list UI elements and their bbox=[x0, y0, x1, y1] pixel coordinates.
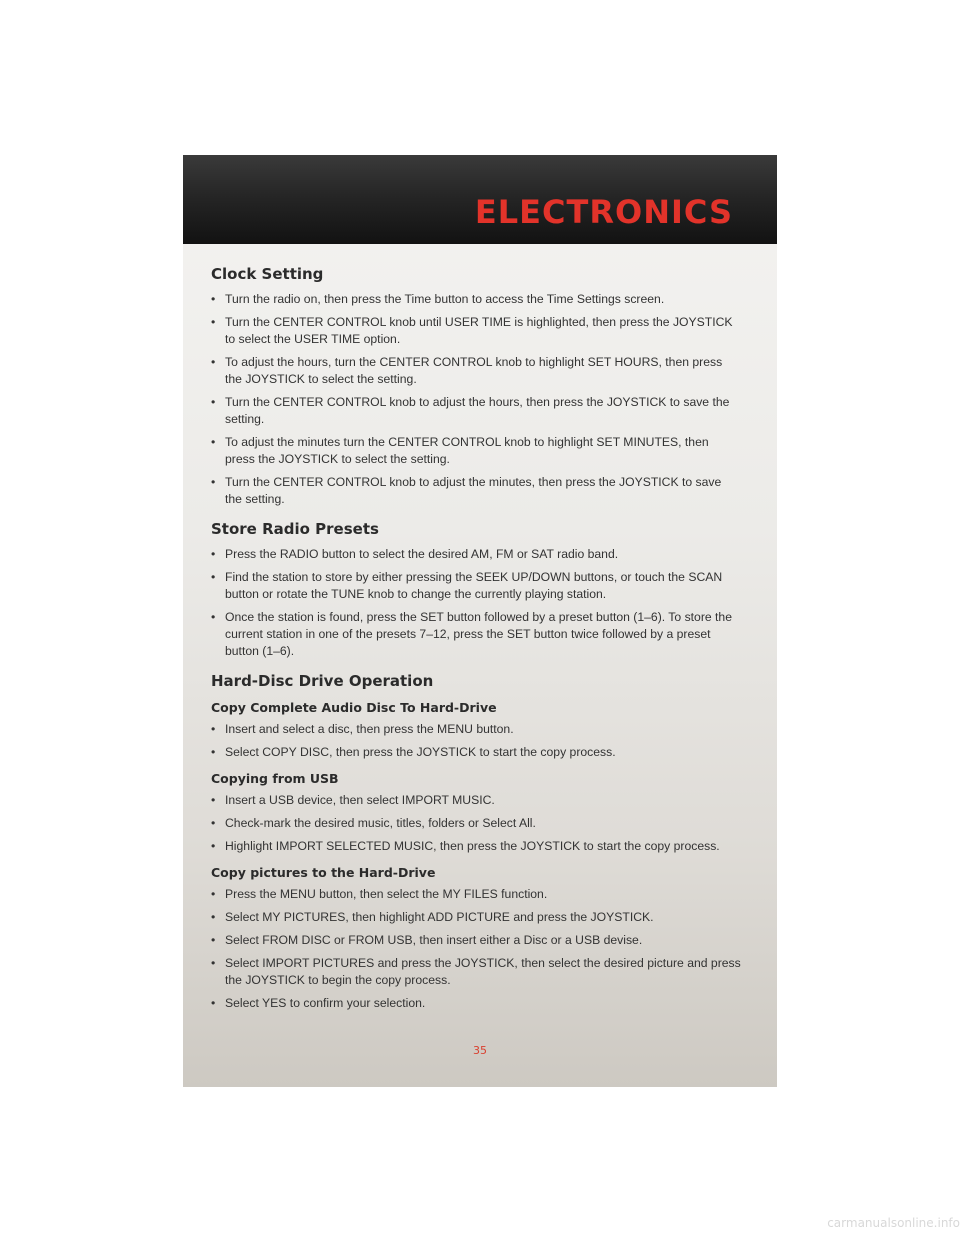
list-item: • To adjust the minutes turn the CENTER CONTROL knob to highlight SET MINUTES, then press the JOYSTICK to select the setting. bbox=[211, 434, 741, 468]
copy-usb-subheading: Copying from USB bbox=[211, 771, 339, 786]
copy-disc-list bbox=[211, 721, 741, 761]
store-radio-presets-list bbox=[211, 546, 741, 660]
list-item: • Turn the CENTER CONTROL knob until USER TIME is highlighted, then press the JOYSTICK to select the USER TIME option. bbox=[211, 314, 741, 348]
list-item: • Turn the CENTER CONTROL knob to adjust the minutes, then press the JOYSTICK to save the setting. bbox=[211, 474, 741, 508]
hard-disc-drive-heading: Hard-Disc Drive Operation bbox=[211, 672, 434, 690]
page-content bbox=[211, 265, 741, 1018]
copy-usb-list bbox=[211, 792, 741, 855]
page-number: 35 bbox=[473, 1044, 487, 1057]
list-item: • Select MY PICTURES, then highlight ADD PICTURE and press the JOYSTICK. bbox=[211, 909, 741, 926]
list-item: • Highlight IMPORT SELECTED MUSIC, then press the JOYSTICK to start the copy process. bbox=[211, 838, 741, 855]
list-item: • Select IMPORT PICTURES and press the JOYSTICK, then select the desired picture and press the JOYSTICK to begin the copy process. bbox=[211, 955, 741, 989]
copy-disc-subheading: Copy Complete Audio Disc To Hard-Drive bbox=[211, 700, 497, 715]
list-item: • Select COPY DISC, then press the JOYSTICK to start the copy process. bbox=[211, 744, 741, 761]
manual-page bbox=[183, 155, 777, 1087]
clock-setting-list bbox=[211, 291, 741, 508]
list-item: • Insert and select a disc, then press the MENU button. bbox=[211, 721, 741, 738]
list-item: • Press the MENU button, then select the MY FILES function. bbox=[211, 886, 741, 903]
list-item: • To adjust the hours, turn the CENTER CONTROL knob to highlight SET HOURS, then press the JOYSTICK to select the setting. bbox=[211, 354, 741, 388]
watermark-link[interactable]: carmanualsonline.info bbox=[827, 1216, 960, 1230]
list-item: • Turn the radio on, then press the Time button to access the Time Settings screen. bbox=[211, 291, 741, 308]
clock-setting-heading: Clock Setting bbox=[211, 265, 324, 283]
list-item: • Select YES to confirm your selection. bbox=[211, 995, 741, 1012]
section-header bbox=[183, 155, 777, 244]
section-title: ELECTRONICS bbox=[474, 193, 733, 231]
list-item: • Select FROM DISC or FROM USB, then insert either a Disc or a USB devise. bbox=[211, 932, 741, 949]
store-radio-presets-heading: Store Radio Presets bbox=[211, 520, 379, 538]
copy-pictures-list bbox=[211, 886, 741, 1012]
list-item: • Check-mark the desired music, titles, folders or Select All. bbox=[211, 815, 741, 832]
copy-pictures-subheading: Copy pictures to the Hard-Drive bbox=[211, 865, 436, 880]
list-item: • Insert a USB device, then select IMPORT MUSIC. bbox=[211, 792, 741, 809]
list-item: • Press the RADIO button to select the desired AM, FM or SAT radio band. bbox=[211, 546, 741, 563]
list-item: • Turn the CENTER CONTROL knob to adjust the hours, then press the JOYSTICK to save the setting. bbox=[211, 394, 741, 428]
list-item: • Once the station is found, press the SET button followed by a preset button (1–6). To store the current station in one of the presets 7–12, press the SET button twice followed by a preset button (1–6). bbox=[211, 609, 741, 660]
list-item: • Find the station to store by either pressing the SEEK UP/DOWN buttons, or touch the SCAN button or rotate the TUNE knob to change the currently playing station. bbox=[211, 569, 741, 603]
